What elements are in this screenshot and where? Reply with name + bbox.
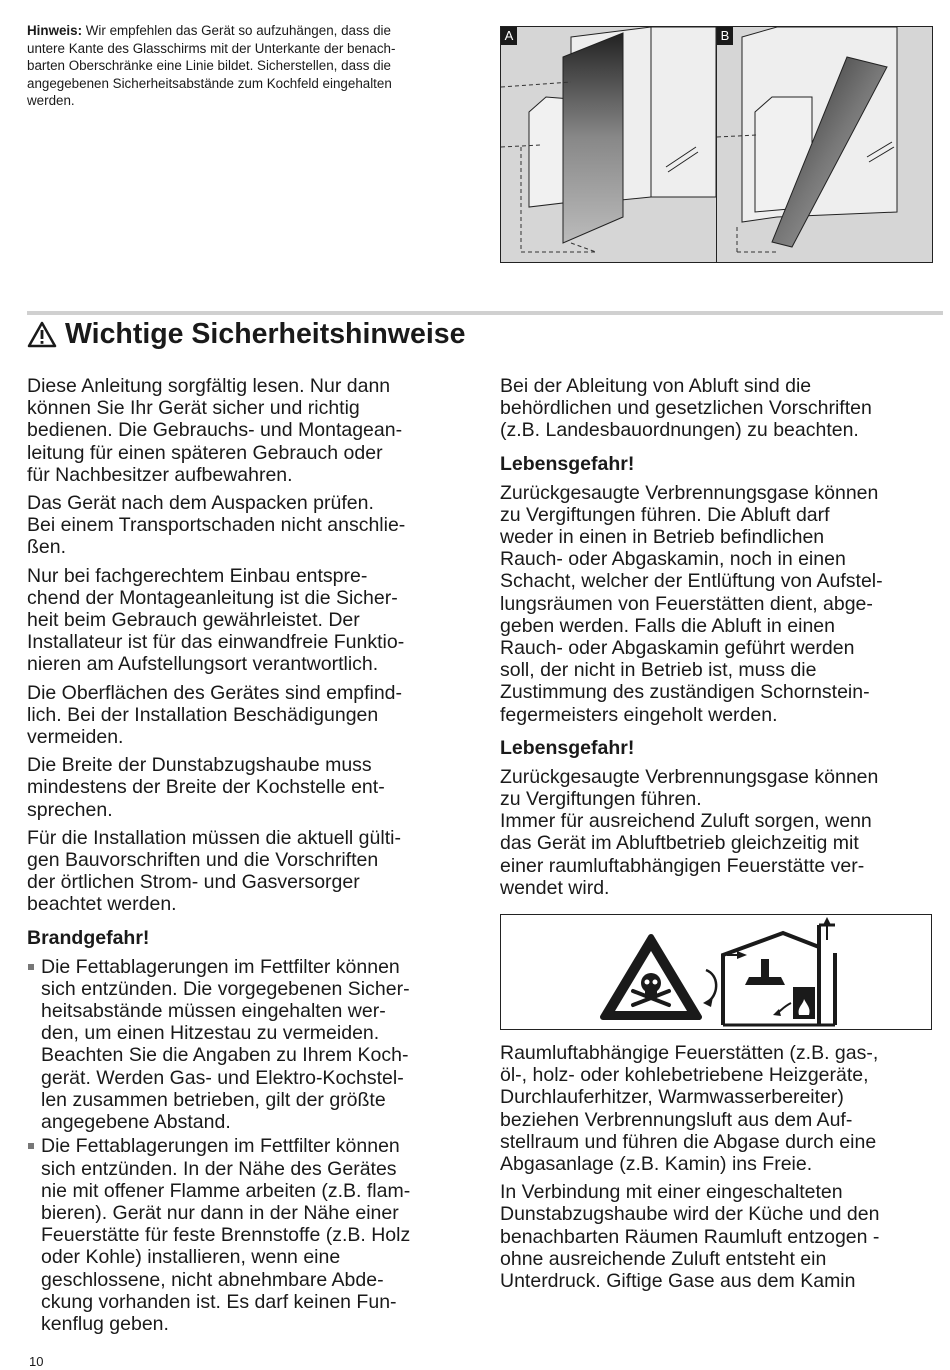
paragraph: In Verbindung mit einer eingeschalteten Dunstabzugshaube wird der Küche und den benachbarten Räumen Raumluft entzogen - ohne ausreichende Zuluft entsteht ein Unterdruck. Giftige Gase aus dem Kamin bbox=[500, 1181, 880, 1293]
note-label: Hinweis: bbox=[27, 23, 83, 38]
illustration-a bbox=[500, 26, 717, 263]
list-item: Die Fettablagerungen im Fettfilter können sich entzünden. Die vorgegebenen Sicher- heitsabstände müssen eingehalten wer- den, um einen Hitzestau zu vermeiden. Beachten Sie die Angaben zu Ihrem Koch- gerät. Werden Gas- und Elektro-Kochstel- len zusammen betrieben, gilt der größte angegebene Abstand. bbox=[27, 956, 477, 1134]
paragraph: Zurückgesaugte Verbrennungsgase können zu Vergiftungen führen. Immer für ausreichend Zuluft sorgen, wenn das Gerät im Abluftbetrieb gleichzeitig mit einer raumluftabhängigen Feuerstätte ver- wendet wird. bbox=[500, 765, 879, 899]
fire-hazard-list bbox=[27, 956, 477, 1335]
paragraph: Bei der Ableitung von Abluft sind die behördlichen und gesetzlichen Vorschriften (z.B. Landesbauordnungen) zu beachten. bbox=[500, 375, 872, 442]
section-heading bbox=[27, 316, 465, 352]
list-item: Die Fettablagerungen im Fettfilter können sich entzünden. In der Nähe des Gerätes nie mit offener Flamme arbeiten (z.B. flam- bieren). Gerät nur dann in der Nähe einer Feuerstätte für feste Brennstoffe (z.B. Holz oder Kohle) installieren, wenn eine geschlossene, nicht abnehmbare Abde- ckung vorhanden ist. Es darf keinen Fun- kenflug geben. bbox=[27, 1135, 477, 1335]
paragraph: Die Oberflächen des Gerätes sind empfind- lich. Bei der Installation Beschädigungen vermeiden. bbox=[27, 681, 403, 749]
house-diagram-icon bbox=[723, 917, 835, 1025]
paragraph: Raumluftabhängige Feuerstätten (z.B. gas-, öl-, holz- oder kohlebetriebene Heizgeräte, Durchlauferhitzer, Warmwasserbereiter) beziehen Verbrennungsluft aus dem Auf- stellraum und führen die Abgase durch eine Abgasanlage (z.B. Kamin) ins Freie. bbox=[500, 1042, 879, 1176]
paragraph: Zurückgesaugte Verbrennungsgase können zu Vergiftungen führen. Die Abluft darf weder in einen in Betrieb befindlichen Rauch- oder Abgaskamin, noch in einen Schacht, welcher der Entlüftung von Aufstel- lungsräumen von Feuerstätten dient, abge- geben werden. Falls die Abluft in einen Rauch- oder Abgaskamin geführt werden soll, der nicht in Betrieb ist, muss die Zustimmung des zuständigen Schornstein- fegermeisters eingeholt werden. bbox=[500, 481, 883, 726]
paragraph: Das Gerät nach dem Auspacken prüfen. Bei einem Transportschaden nicht anschlie- ßen. bbox=[27, 492, 406, 559]
installation-note bbox=[27, 22, 467, 110]
danger-heading: Lebensgefahr! bbox=[500, 452, 635, 475]
fire-hazard-heading: Brandgefahr! bbox=[27, 926, 150, 949]
illustration-b bbox=[716, 26, 933, 263]
section-rule bbox=[27, 311, 943, 315]
toxic-hazard-icon bbox=[603, 937, 699, 1017]
danger-heading: Lebensgefahr! bbox=[500, 736, 635, 759]
paragraph: Nur bei fachgerechtem Einbau entspre- chend der Montageanleitung ist die Sicher- heit beim Gebrauch gewährleistet. Der Installateur ist für das einwandfreie Funktio- nieren am Aufstellungsort verantwortlich. bbox=[27, 564, 405, 676]
section-title: Wichtige Sicherheitshinweise bbox=[65, 318, 466, 350]
toxic-gas-warning-illustration bbox=[500, 914, 932, 1030]
right-column bbox=[500, 375, 940, 1298]
warning-triangle-icon bbox=[27, 321, 57, 348]
paragraph: Die Breite der Dunstabzugshaube muss mindestens der Breite der Kochstelle ent- sprechen. bbox=[27, 754, 385, 821]
paragraph: Diese Anleitung sorgfältig lesen. Nur dann können Sie Ihr Gerät sicher und richtig bedienen. Die Gebrauchs- und Montagean- leitung für einen späteren Gebrauch oder für Nachbesitzer aufbewahren. bbox=[27, 375, 403, 486]
figure-a-label: A bbox=[501, 27, 517, 45]
page-number: 10 bbox=[29, 1354, 44, 1369]
figure-b-label: B bbox=[717, 27, 733, 45]
left-column bbox=[27, 375, 477, 1337]
note-text: Wir empfehlen das Gerät so aufzuhängen, dass die untere Kante des Glasschirms mit der Unterkante der benach- barten Oberschränke eine Linie bildet. Sicherstellen, dass die angegebenen Sicherheitsabstände zum Kochfeld eingehalten werden. bbox=[27, 23, 396, 109]
paragraph: Für die Installation müssen die aktuell gülti- gen Bauvorschriften und die Vorschriften der örtlichen Strom- und Gasversorger beachtet werden. bbox=[27, 826, 401, 916]
